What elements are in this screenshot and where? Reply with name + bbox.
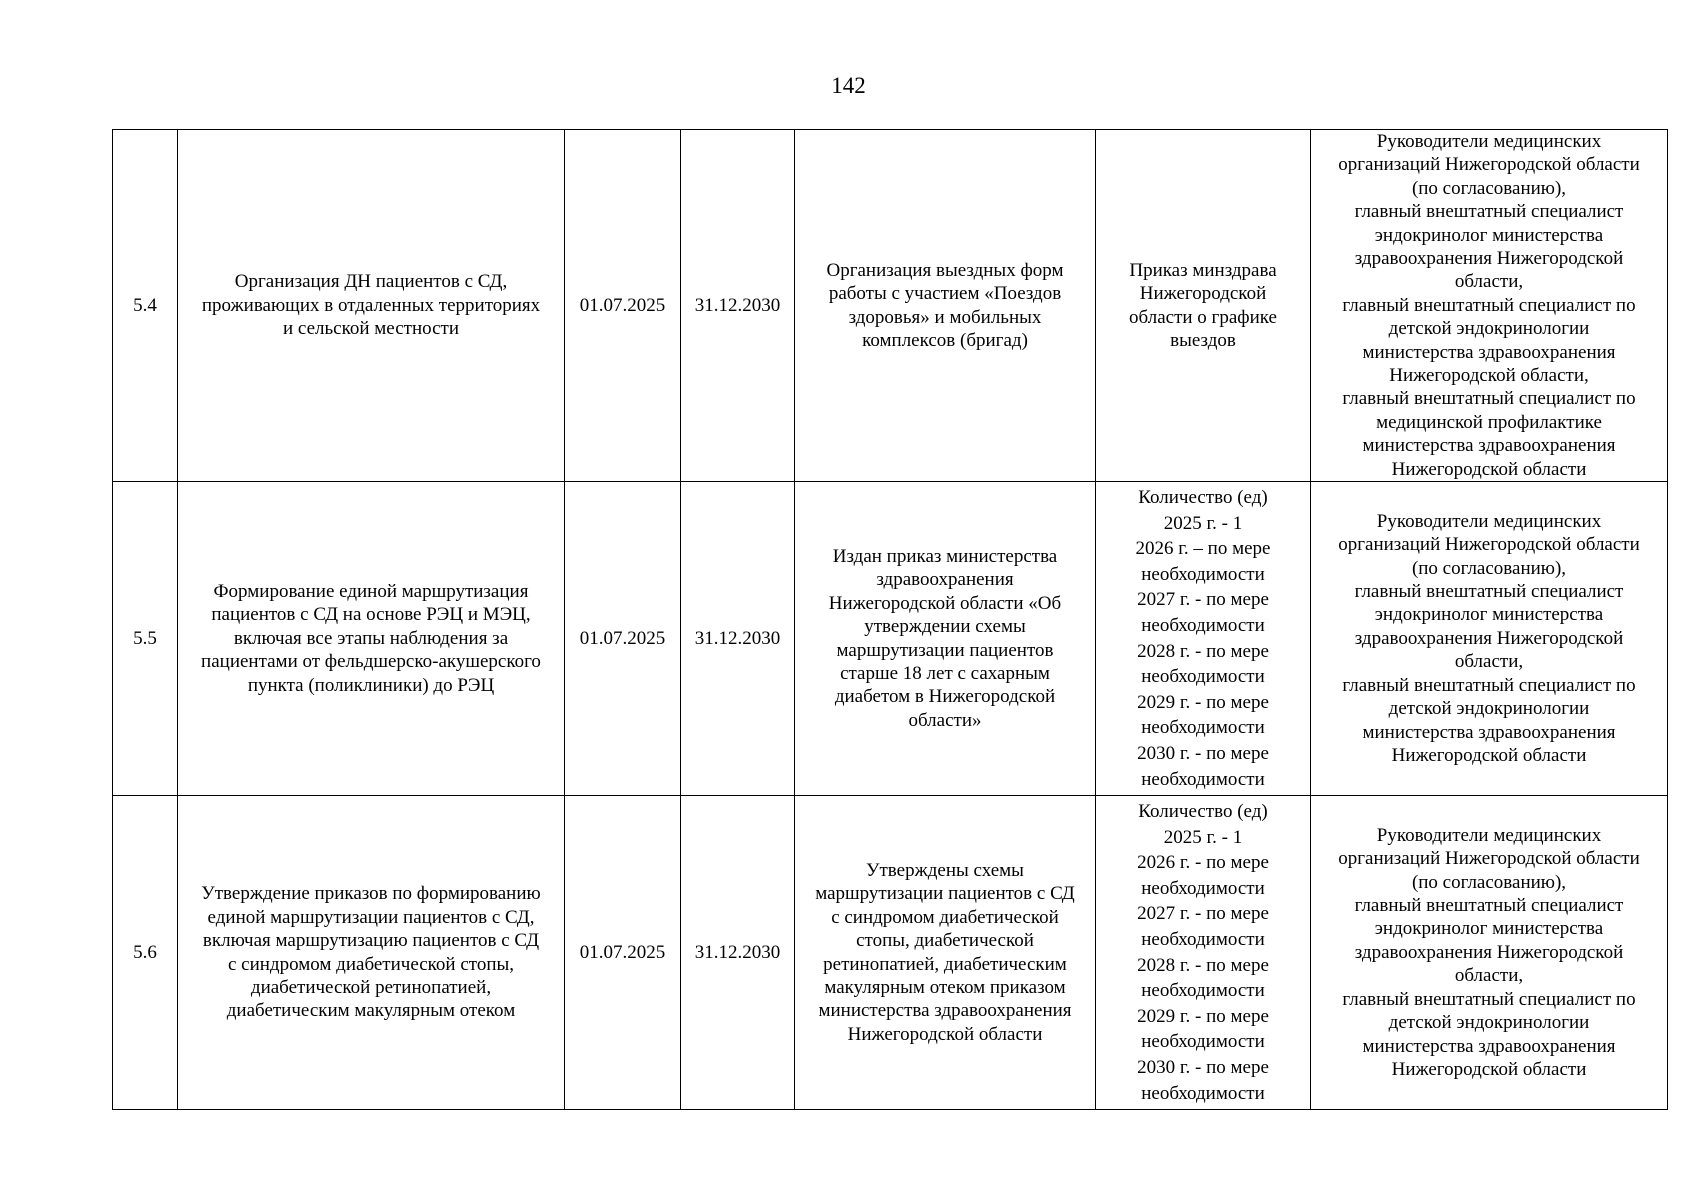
row-number-cell: 5.4 bbox=[113, 130, 178, 482]
text-line: министерства здравоохранения bbox=[1362, 1035, 1616, 1057]
text-line: эндокринолог министерства bbox=[1374, 604, 1604, 626]
text-line: маршрутизации пациентов bbox=[836, 639, 1054, 661]
text-line: (по согласованию), bbox=[1411, 557, 1567, 579]
text-line: здравоохранения Нижегородской bbox=[1354, 627, 1624, 649]
text-line: здравоохранения bbox=[876, 569, 1014, 591]
text-line: и сельской местности bbox=[283, 318, 459, 340]
text-line: маршрутизации пациентов с СД bbox=[815, 883, 1075, 905]
text-line: министерства здравоохранения bbox=[818, 1000, 1072, 1022]
responsible-cell bbox=[1311, 796, 1668, 1110]
table-row bbox=[113, 482, 1668, 796]
text-line: необходимости bbox=[1141, 615, 1265, 636]
text-line: 2027 г. - по мере bbox=[1137, 903, 1269, 925]
text-line: детской эндокринологии bbox=[1388, 698, 1590, 720]
text-line: пациентов с СД на основе РЭЦ и МЭЦ, bbox=[211, 604, 531, 626]
text-line: необходимости bbox=[1141, 929, 1265, 950]
text-line: с синдромом диабетической bbox=[831, 906, 1059, 928]
text-line: области, bbox=[1454, 651, 1524, 673]
text-line: необходимости bbox=[1141, 877, 1265, 899]
text-line: области о графике bbox=[1129, 306, 1277, 328]
start-date-cell: 01.07.2025 bbox=[565, 796, 681, 1110]
responsible-cell bbox=[1311, 482, 1668, 796]
text-line: диабетической ретинопатией, bbox=[250, 977, 492, 998]
text-line: 2026 г. – по мере bbox=[1135, 538, 1271, 560]
text-line: необходимости bbox=[1141, 1082, 1265, 1104]
text-line: Нижегородской области «Об bbox=[828, 592, 1062, 614]
text-line: Утверждены схемы bbox=[866, 859, 1024, 881]
text-line: 2027 г. - по мере bbox=[1137, 589, 1269, 611]
text-line: 2026 г. - по мере bbox=[1137, 852, 1269, 874]
activity-cell bbox=[178, 130, 565, 482]
text-line: 2030 г. - по мере bbox=[1137, 1056, 1269, 1078]
end-date-cell: 31.12.2030 bbox=[681, 796, 795, 1110]
text-line: главный внештатный специалист по bbox=[1342, 388, 1636, 410]
text-line: 2025 г. - 1 bbox=[1163, 826, 1243, 848]
start-date-cell: 01.07.2025 bbox=[565, 482, 681, 796]
text-line: выездов bbox=[1170, 329, 1236, 351]
description-cell bbox=[795, 130, 1096, 482]
text-line: Нижегородской области bbox=[1391, 458, 1587, 480]
text-line: диабетом в Нижегородской bbox=[834, 686, 1056, 708]
result-cell bbox=[1096, 130, 1311, 482]
text-line: Руководители медицинских bbox=[1376, 131, 1602, 152]
end-date-cell: 31.12.2030 bbox=[681, 130, 795, 482]
page-number: 142 bbox=[831, 73, 866, 98]
text-line: главный внештатный специалист по bbox=[1342, 988, 1636, 1010]
text-line: Нижегородской области bbox=[1391, 1058, 1587, 1080]
text-line: (по согласованию), bbox=[1411, 177, 1567, 199]
activity-cell bbox=[178, 482, 565, 796]
text-line: необходимости bbox=[1141, 980, 1265, 1002]
activity-cell bbox=[178, 796, 565, 1110]
text-line: 2029 г. - по мере bbox=[1137, 691, 1269, 713]
text-line: Организация ДН пациентов с СД, bbox=[234, 271, 508, 293]
text-line: 2029 г. - по мере bbox=[1137, 1005, 1269, 1027]
text-line: утверждении схемы bbox=[864, 616, 1026, 638]
text-line: Руководители медицинских bbox=[1376, 824, 1602, 846]
table-row bbox=[113, 130, 1668, 482]
end-date-cell: 31.12.2030 bbox=[681, 482, 795, 796]
text-line: главный внештатный специалист по bbox=[1342, 294, 1636, 316]
text-line: здравоохранения Нижегородской bbox=[1354, 941, 1624, 963]
text-line: Приказ минздрава bbox=[1129, 259, 1277, 281]
text-line: необходимости bbox=[1141, 563, 1265, 585]
text-line: ретинопатией, диабетическим bbox=[823, 953, 1067, 975]
text-line: с синдромом диабетической стопы, bbox=[227, 953, 515, 975]
result-cell bbox=[1096, 482, 1311, 796]
text-line: Нижегородской bbox=[1139, 283, 1267, 305]
text-line: пациентами от фельдшерско-акушерского bbox=[201, 651, 541, 673]
text-line: 2025 г. - 1 bbox=[1163, 512, 1243, 534]
responsible-cell bbox=[1311, 130, 1668, 482]
plan-table bbox=[112, 129, 1668, 1110]
text-line: диабетическим макулярным отеком bbox=[226, 1000, 516, 1022]
text-line: (по согласованию), bbox=[1411, 871, 1567, 893]
text-line: включая маршрутизацию пациентов с СД bbox=[202, 930, 540, 952]
text-line: макулярным отеком приказом bbox=[824, 977, 1066, 998]
text-line: включая все этапы наблюдения за bbox=[233, 627, 509, 649]
text-line: необходимости bbox=[1141, 768, 1265, 790]
text-line: главный внештатный специалист bbox=[1354, 895, 1624, 917]
result-cell bbox=[1096, 796, 1311, 1110]
row-number-cell: 5.5 bbox=[113, 482, 178, 796]
row-number-cell: 5.6 bbox=[113, 796, 178, 1110]
description-cell bbox=[795, 796, 1096, 1110]
text-line: работы с участием «Поездов bbox=[828, 283, 1062, 305]
text-line: здравоохранения Нижегородской bbox=[1354, 248, 1624, 270]
text-line: детской эндокринологии bbox=[1388, 1012, 1590, 1034]
text-line: проживающих в отдаленных территориях bbox=[201, 294, 541, 316]
text-line: 2028 г. - по мере bbox=[1137, 640, 1269, 662]
text-line: необходимости bbox=[1141, 717, 1265, 739]
text-line: Количество (ед) bbox=[1138, 801, 1268, 823]
text-line: области, bbox=[1454, 271, 1524, 293]
text-line: здоровья» и мобильных bbox=[848, 306, 1042, 328]
text-line: министерства здравоохранения bbox=[1362, 435, 1616, 457]
text-line: главный внештатный специалист по bbox=[1342, 674, 1636, 696]
text-line: Количество (ед) bbox=[1138, 487, 1268, 509]
text-line: главный внештатный специалист bbox=[1354, 581, 1624, 603]
text-line: министерства здравоохранения bbox=[1362, 721, 1616, 743]
text-line: 2028 г. - по мере bbox=[1137, 954, 1269, 976]
text-line: Издан приказ министерства bbox=[832, 545, 1058, 567]
text-line: необходимости bbox=[1141, 666, 1265, 688]
text-line: Организация выездных форм bbox=[826, 259, 1064, 281]
text-line: Руководители медицинских bbox=[1376, 510, 1602, 532]
text-line: комплексов (бригад) bbox=[862, 329, 1028, 351]
text-line: Формирование единой маршрутизация bbox=[213, 581, 529, 603]
text-line: области» bbox=[908, 709, 982, 731]
text-line: Нижегородской области, bbox=[1389, 365, 1589, 387]
text-line: главный внештатный специалист bbox=[1354, 201, 1624, 223]
text-line: организаций Нижегородской области bbox=[1338, 848, 1640, 870]
table-row bbox=[113, 796, 1668, 1110]
description-cell bbox=[795, 482, 1096, 796]
text-line: организаций Нижегородской области bbox=[1338, 154, 1640, 176]
text-line: Утверждение приказов по формированию bbox=[201, 883, 541, 905]
text-line: министерства здравоохранения bbox=[1362, 341, 1616, 363]
text-line: эндокринолог министерства bbox=[1374, 918, 1604, 940]
start-date-cell: 01.07.2025 bbox=[565, 130, 681, 482]
text-line: детской эндокринологии bbox=[1388, 318, 1590, 340]
text-line: медицинской профилактике bbox=[1376, 411, 1602, 433]
text-line: организаций Нижегородской области bbox=[1338, 534, 1640, 556]
text-line: пункта (поликлиники) до РЭЦ bbox=[247, 674, 495, 696]
text-line: старше 18 лет с сахарным bbox=[840, 663, 1050, 684]
text-line: области, bbox=[1454, 965, 1524, 987]
text-line: необходимости bbox=[1141, 1031, 1265, 1053]
text-line: эндокринолог министерства bbox=[1374, 224, 1604, 246]
text-line: Нижегородской области bbox=[847, 1023, 1043, 1045]
text-line: стопы, диабетической bbox=[856, 930, 1034, 952]
text-line: Нижегородской области bbox=[1391, 744, 1587, 766]
text-line: 2030 г. - по мере bbox=[1137, 742, 1269, 764]
text-line: единой маршрутизации пациентов с СД, bbox=[207, 906, 535, 928]
